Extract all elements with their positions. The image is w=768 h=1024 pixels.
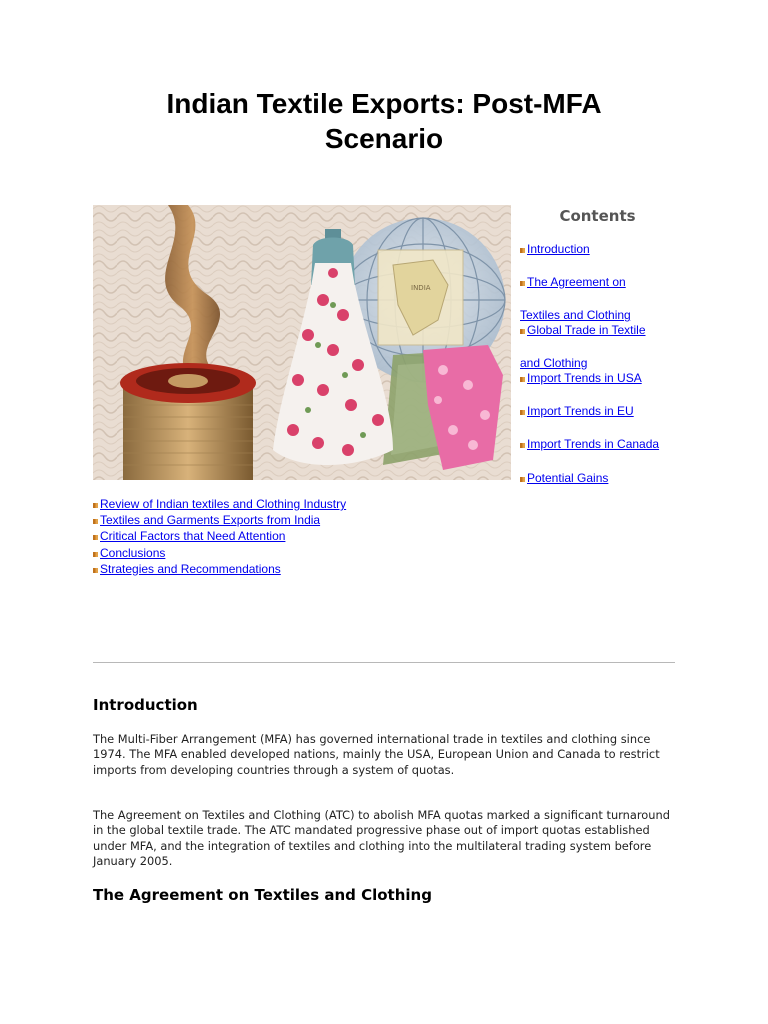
bullet-icon	[520, 377, 525, 382]
link-item-exports[interactable]	[93, 511, 493, 527]
bullet-icon	[520, 410, 525, 415]
intro-paragraph: The Multi-Fiber Arrangement (MFA) has governed international trade in textiles and clothing since 1974. The MFA enabled developed nations, mainly the USA, European Union and Canada to restrict imports from developing countries through a system of quotas.	[93, 732, 660, 777]
link-item-critical-factors[interactable]	[93, 527, 493, 543]
section-link[interactable]: Strategies and Recommendations	[100, 561, 281, 576]
bullet-icon	[93, 519, 98, 524]
section-link[interactable]: Critical Factors that Need Attention	[100, 529, 286, 544]
page-title-line: Scenario	[324, 123, 444, 154]
bullet-icon	[93, 503, 98, 508]
more-links-list	[93, 495, 493, 576]
toc-link[interactable]: The Agreement on	[527, 275, 626, 289]
horizontal-rule	[93, 662, 675, 663]
link-item-conclusions[interactable]	[93, 544, 493, 560]
toc-link[interactable]: Textiles and Clothing	[520, 308, 631, 322]
hero-image	[93, 205, 511, 480]
bullet-icon	[520, 281, 525, 286]
agreement-heading: The Agreement on Textiles and Clothing	[93, 886, 432, 904]
toc-link[interactable]: and Clothing	[520, 356, 588, 370]
map-inset-label: INDIA	[411, 284, 431, 292]
link-item-review[interactable]	[93, 495, 493, 511]
bullet-icon	[93, 552, 98, 557]
page-title	[0, 86, 768, 156]
section-link[interactable]: Textiles and Garments Exports from India	[100, 513, 321, 528]
section-link[interactable]: Conclusions	[100, 545, 166, 560]
textile-collage-illustration	[93, 205, 511, 480]
toc-link[interactable]: Import Trends in EU	[527, 404, 634, 418]
page-title-line: Indian Textile Exports: Post-MFA	[166, 88, 602, 119]
bullet-icon	[520, 477, 525, 482]
intro-paragraph: The Agreement on Textiles and Clothing (ATC) to abolish MFA quotas marked a significant turnaround in the global textile trade. The ATC mandated progressive phase out of import quotas established under MFA, and the integration of textiles and clothing into the multilateral trading system before January 2005.	[93, 808, 670, 869]
bullet-icon	[93, 535, 98, 540]
contents-heading: Contents	[559, 207, 636, 225]
section-link[interactable]: Review of Indian textiles and Clothing Industry	[100, 497, 347, 511]
toc-item-usa[interactable]	[520, 369, 680, 386]
toc-link[interactable]: Import Trends in USA	[527, 371, 642, 385]
toc-link[interactable]: Introduction	[527, 242, 590, 256]
toc-link[interactable]: Potential Gains	[527, 471, 609, 485]
bullet-icon	[520, 329, 525, 334]
toc-link[interactable]: Import Trends in Canada	[527, 437, 660, 451]
bullet-icon	[520, 443, 525, 448]
toc-item-potential-gains[interactable]	[520, 469, 680, 486]
toc-item-introduction[interactable]	[520, 240, 680, 257]
link-item-strategies[interactable]	[93, 560, 493, 576]
toc-item-eu[interactable]	[520, 402, 680, 419]
bullet-icon	[520, 248, 525, 253]
toc-link[interactable]: Global Trade in Textile	[527, 323, 646, 337]
introduction-heading: Introduction	[93, 696, 198, 714]
toc-item-global-trade[interactable]	[520, 321, 680, 338]
bullet-icon	[93, 568, 98, 573]
toc-item-canada[interactable]	[520, 435, 680, 452]
toc-item-agreement[interactable]	[520, 273, 680, 290]
